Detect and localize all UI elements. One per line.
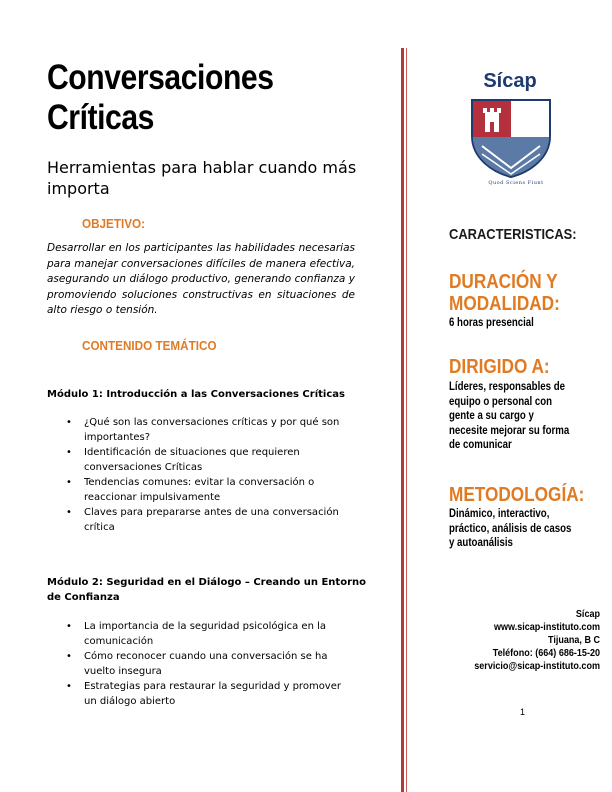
contact-phone: Teléfono: (664) 686-15-20 xyxy=(492,647,600,659)
bullet-icon: • xyxy=(66,621,72,632)
methodology-heading: METODOLOGÍA: xyxy=(449,484,585,506)
module-1-title: Módulo 1: Introducción a las Conversaciones Críticas xyxy=(47,389,345,400)
module-1-list xyxy=(66,416,351,536)
duration-text: 6 horas presencial xyxy=(449,317,534,329)
column-divider xyxy=(401,48,404,792)
document-subtitle: Herramientas para hablar cuando más importa xyxy=(47,158,357,198)
column-divider-inner xyxy=(406,48,407,792)
list-item: • Tendencias comunes: evitar la conversación o reaccionar impulsivamente xyxy=(66,477,315,503)
audience-text: Líderes, responsables de equipo o personal con gente a su cargo y necesite mejorar su forma de comunicar xyxy=(449,381,570,451)
duration-heading: DURACIÓN Y MODALIDAD: xyxy=(449,271,560,315)
title-line-1: Conversaciones xyxy=(47,58,274,97)
methodology-text: Dinámico, interactivo, práctico, análisis de casos y autoanálisis xyxy=(449,508,572,549)
bullet-icon: • xyxy=(66,447,72,458)
contact-block xyxy=(410,608,600,673)
bullet-icon: • xyxy=(66,681,72,692)
brand-name: Sícap xyxy=(483,70,537,92)
list-item: • Estrategias para restaurar la seguridad y promover un diálogo abierto xyxy=(66,681,341,707)
list-item: • Cómo reconocer cuando una conversación se ha vuelto insegura xyxy=(66,651,328,677)
shield-logo-icon xyxy=(470,98,552,178)
objective-heading: OBJETIVO: xyxy=(82,216,146,231)
list-item: • ¿Qué son las conversaciones críticas y por qué son importantes? xyxy=(66,417,340,443)
document-title xyxy=(47,58,331,138)
list-item: • Identificación de situaciones que requieren conversaciones Críticas xyxy=(66,447,300,473)
module-2-list xyxy=(66,620,351,710)
list-item: • Claves para prepararse antes de una conversación crítica xyxy=(66,507,339,533)
content-heading: CONTENIDO TEMÁTICO xyxy=(82,338,217,353)
title-line-2: Críticas xyxy=(47,98,154,137)
characteristics-heading: CARACTERISTICAS: xyxy=(449,226,577,243)
bullet-icon: • xyxy=(66,507,72,518)
contact-website[interactable]: www.sicap-instituto.com xyxy=(493,621,600,633)
logo-motto: Quod Sciens Fiunt xyxy=(488,180,544,186)
objective-text: Desarrollar en los participantes las habilidades necesarias para manejar conversaciones difíciles de manera efectiva, asegurando un diálogo productivo, generando confianza y promoviendo soluciones constructivas en situaciones de alto riesgo o tensión. xyxy=(47,242,355,316)
audience-heading: DIRIGIDO A: xyxy=(449,356,550,378)
contact-email[interactable]: servicio@sicap-instituto.com xyxy=(474,660,600,672)
list-item: • La importancia de la seguridad psicológica en la comunicación xyxy=(66,621,327,647)
bullet-icon: • xyxy=(66,417,72,428)
bullet-icon: • xyxy=(66,477,72,488)
page-number: 1 xyxy=(520,707,526,717)
contact-city: Tijuana, B C xyxy=(547,634,600,646)
contact-name: Sícap xyxy=(575,608,600,620)
bullet-icon: • xyxy=(66,651,72,662)
module-2-title: Módulo 2: Seguridad en el Diálogo – Creando un Entorno de Confianza xyxy=(47,577,366,603)
